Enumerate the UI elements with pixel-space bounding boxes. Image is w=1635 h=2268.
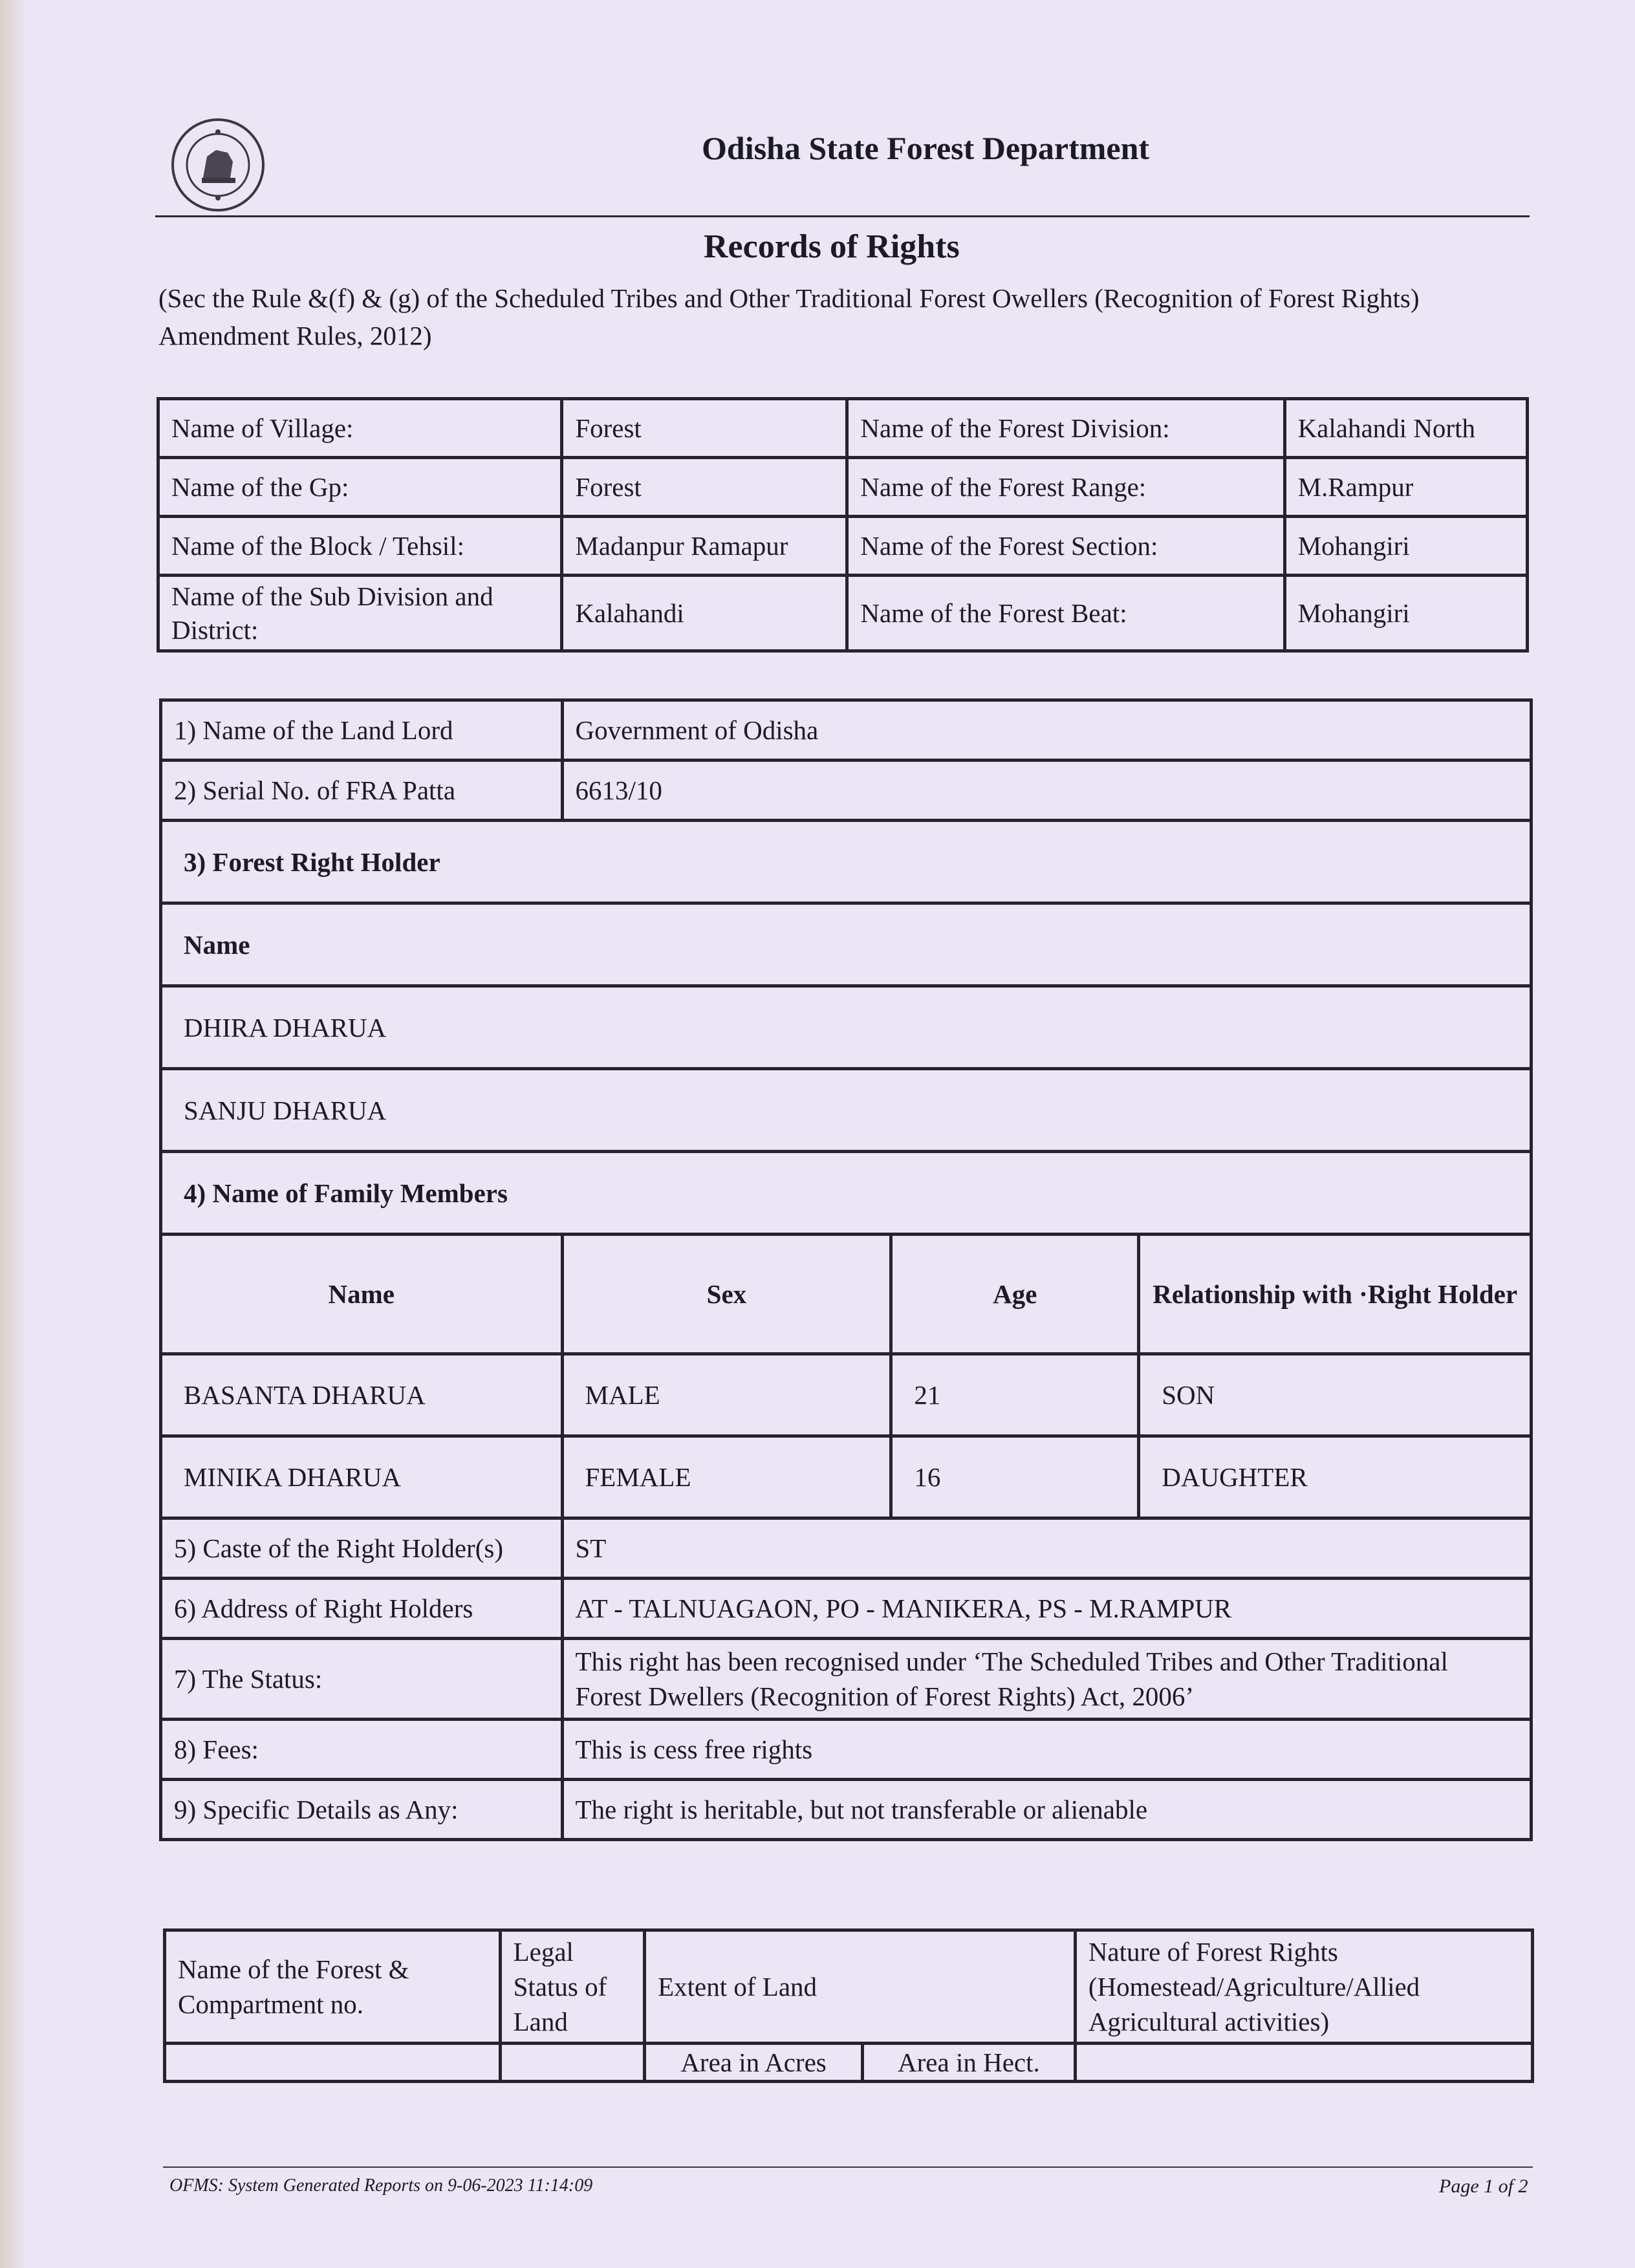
fees-label: 8) Fees: (161, 1720, 563, 1780)
empty-cell (1075, 2044, 1532, 2082)
page-title: Records of Rights (704, 228, 960, 265)
family-col-relationship: Relationship with ·Right Holder (1139, 1235, 1532, 1354)
table-row (161, 700, 1532, 761)
rights-record-table (159, 698, 1533, 1841)
family-member-sex: MALE (562, 1354, 891, 1436)
family-col-sex: Sex (562, 1235, 891, 1354)
beat-label: Name of the Forest Beat: (847, 576, 1284, 651)
table-row (165, 2044, 1533, 2082)
caste-value: ST (562, 1518, 1532, 1579)
col-legal-status: Legal Status of Land (500, 1930, 645, 2044)
family-member-name: MINIKA DHARUA (161, 1436, 563, 1518)
subdivision-label: Name of the Sub Division and District: (158, 576, 562, 651)
family-header-row (161, 1235, 1532, 1354)
gp-label: Name of the Gp: (158, 458, 562, 517)
table-row (161, 1639, 1532, 1720)
section-value: Mohangiri (1284, 517, 1527, 576)
holder-name: DHIRA DHARUA (161, 986, 1532, 1069)
col-extent-of-land: Extent of Land (645, 1930, 1076, 2044)
status-label: 7) The Status: (161, 1639, 563, 1720)
family-member-age: 16 (891, 1436, 1139, 1518)
family-col-name: Name (161, 1235, 563, 1354)
header-divider (155, 215, 1530, 217)
block-label: Name of the Block / Tehsil: (158, 517, 562, 576)
holder-heading: 3) Forest Right Holder (161, 821, 1532, 903)
beat-value: Mohangiri (1284, 576, 1527, 651)
table-row (161, 986, 1532, 1069)
section-label: Name of the Forest Section: (847, 517, 1284, 576)
landlord-value: Government of Odisha (562, 700, 1532, 761)
range-label: Name of the Forest Range: (847, 458, 1284, 517)
address-label: 6) Address of Right Holders (161, 1579, 563, 1639)
division-value: Kalahandi North (1284, 399, 1527, 458)
holder-name-heading: Name (161, 903, 1532, 986)
patta-label: 2) Serial No. of FRA Patta (161, 761, 563, 821)
patta-value: 6613/10 (562, 761, 1532, 821)
table-row (161, 761, 1532, 821)
table-row (158, 517, 1528, 576)
col-area-hectares: Area in Hect. (862, 2044, 1075, 2082)
table-row (158, 576, 1528, 651)
empty-cell (165, 2044, 501, 2082)
village-label: Name of Village: (158, 399, 562, 458)
odisha-state-emblem-icon (169, 116, 266, 213)
table-row (165, 1930, 1533, 2044)
gp-value: Forest (562, 458, 847, 517)
status-value: This right has been recognised under ‘The Scheduled Tribes and Other Traditional Forest Dwellers (Recognition of Forest Rights) Act, 2006’ (562, 1639, 1532, 1720)
address-value: AT - TALNUAGAON, PO - MANIKERA, PS - M.RAMPUR (562, 1579, 1532, 1639)
land-details-table (163, 1928, 1534, 2083)
details-label: 9) Specific Details as Any: (161, 1780, 563, 1840)
table-row (161, 1152, 1532, 1235)
table-row (158, 458, 1528, 517)
division-label: Name of the Forest Division: (847, 399, 1284, 458)
family-member-name: BASANTA DHARUA (161, 1354, 563, 1436)
table-row (161, 1780, 1532, 1840)
col-forest-compartment: Name of the Forest & Compartment no. (165, 1930, 501, 2044)
holder-name: SANJU DHARUA (161, 1069, 1532, 1152)
family-heading: 4) Name of Family Members (161, 1152, 1532, 1235)
family-member-relation: SON (1139, 1354, 1532, 1436)
family-col-age: Age (891, 1235, 1139, 1354)
family-member-sex: FEMALE (562, 1436, 891, 1518)
generated-timestamp: OFMS: System Generated Reports on 9-06-2023 11:14:09 (169, 2176, 593, 2196)
details-value: The right is heritable, but not transferable or alienable (562, 1780, 1532, 1840)
caste-label: 5) Caste of the Right Holder(s) (161, 1518, 563, 1579)
family-member-age: 21 (891, 1354, 1139, 1436)
footer-divider (163, 2166, 1533, 2168)
table-row (161, 1069, 1532, 1152)
col-area-acres: Area in Acres (645, 2044, 863, 2082)
col-nature-of-rights: Nature of Forest Rights (Homestead/Agriculture/Allied Agricultural activities) (1075, 1930, 1532, 2044)
family-row (161, 1354, 1532, 1436)
table-row (161, 903, 1532, 986)
table-row (158, 399, 1528, 458)
family-member-relation: DAUGHTER (1139, 1436, 1532, 1518)
table-row (161, 1579, 1532, 1639)
block-value: Madanpur Ramapur (562, 517, 847, 576)
department-title: Odisha State Forest Department (702, 130, 1150, 166)
landlord-label: 1) Name of the Land Lord (161, 700, 563, 761)
table-row (161, 1720, 1532, 1780)
page-number: Page 1 of 2 (1439, 2176, 1528, 2197)
table-row (161, 1518, 1532, 1579)
page-edge-shadow (0, 0, 26, 2268)
table-row (161, 821, 1532, 903)
empty-cell (500, 2044, 645, 2082)
subdivision-value: Kalahandi (562, 576, 847, 651)
family-row (161, 1436, 1532, 1518)
village-value: Forest (562, 399, 847, 458)
location-table (157, 397, 1529, 653)
rule-reference: (Sec the Rule &(f) & (g) of the Scheduled Tribes and Other Traditional Forest Owellers (Recognition of Forest Rights) Amendment Rules, 2012) (158, 283, 1420, 351)
fees-value: This is cess free rights (562, 1720, 1532, 1780)
range-value: M.Rampur (1284, 458, 1527, 517)
